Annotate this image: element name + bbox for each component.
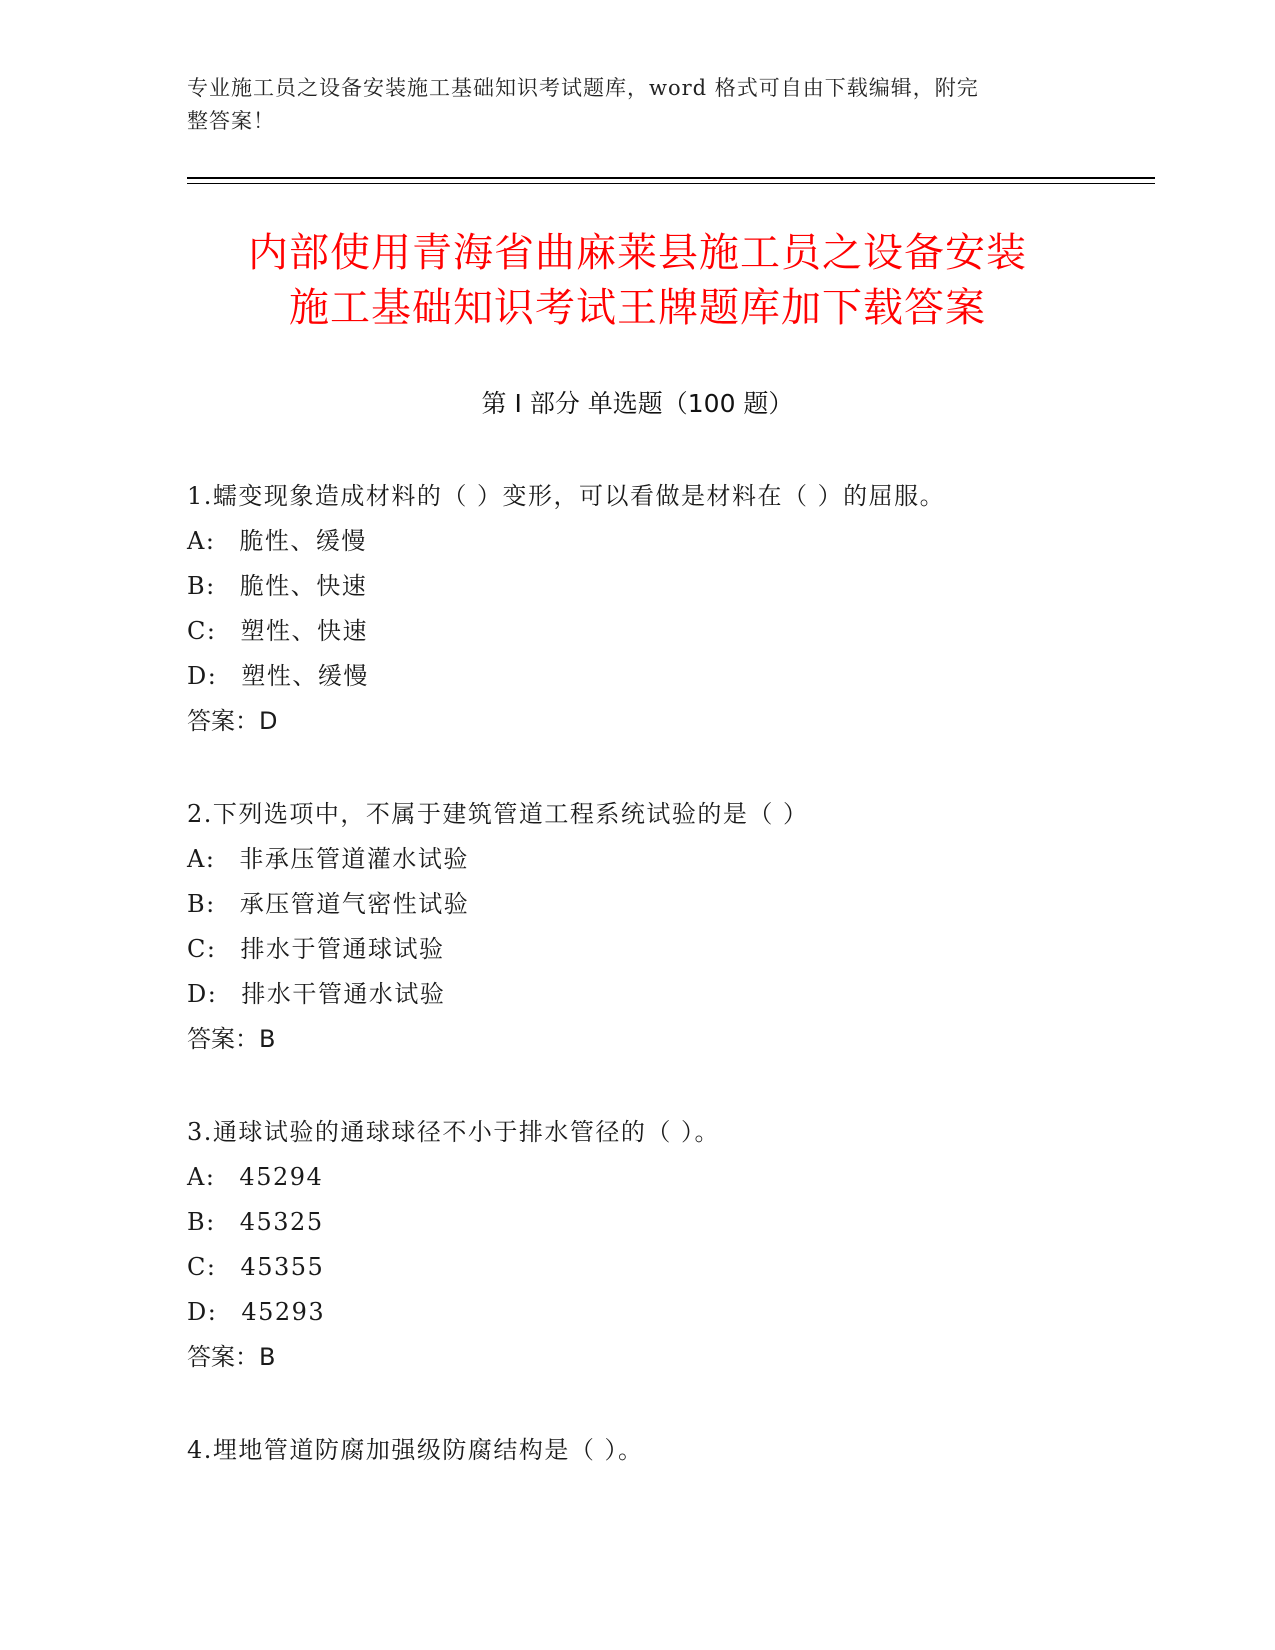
option-d (187, 972, 1147, 1017)
question-text: 1.蠕变现象造成材料的（ ）变形，可以看做是材料在（ ）的屈服。 (187, 482, 946, 510)
option-c (187, 609, 1147, 654)
header-divider-thick (187, 177, 1155, 179)
answer-line: 答案：B (187, 1343, 276, 1371)
question-2 (187, 792, 1147, 1062)
option-a (187, 519, 1147, 564)
option-text: 塑性、快速 (240, 617, 368, 645)
title-line-1: 内部使用青海省曲麻莱县施工员之设备安装 (248, 230, 1027, 276)
option-letter: A: (187, 1163, 216, 1191)
question-4 (187, 1428, 1147, 1473)
option-text: 非承压管道灌水试验 (239, 845, 469, 873)
option-letter: A: (187, 527, 216, 555)
option-d (187, 1290, 1147, 1335)
option-text: 承压管道气密性试验 (239, 890, 470, 918)
option-letter: C: (187, 935, 217, 963)
answer-line: 答案：B (187, 1025, 276, 1053)
option-c (187, 927, 1147, 972)
question-text: 2.下列选项中，不属于建筑管道工程系统试验的是（ ） (187, 800, 809, 828)
option-text: 45325 (239, 1208, 324, 1236)
option-b (187, 882, 1147, 927)
option-a (187, 1155, 1147, 1200)
option-letter: D: (187, 662, 218, 690)
section-heading: 第 I 部分 单选题（100 题） (481, 389, 794, 418)
intro-text (187, 72, 1087, 138)
option-b (187, 564, 1147, 609)
option-letter: C: (187, 1253, 217, 1281)
option-d (187, 654, 1147, 699)
header-divider-thin (187, 183, 1155, 184)
option-text: 排水干管通水试验 (241, 980, 446, 1008)
option-text: 塑性、缓慢 (241, 662, 369, 690)
answer-line: 答案：D (187, 707, 278, 735)
question-text: 3.通球试验的通球球径不小于排水管径的（ ）。 (187, 1118, 721, 1146)
question-text: 4.埋地管道防腐加强级防腐结构是（ ）。 (187, 1436, 644, 1464)
option-text: 45293 (241, 1298, 326, 1326)
option-text: 排水于管通球试验 (240, 935, 445, 963)
option-a (187, 837, 1147, 882)
question-1 (187, 474, 1147, 744)
question-list (187, 474, 1147, 1521)
option-text: 45355 (240, 1253, 325, 1281)
option-text: 脆性、缓慢 (239, 527, 367, 555)
option-letter: B: (187, 890, 216, 918)
option-letter: D: (187, 1298, 218, 1326)
option-text: 45294 (239, 1163, 324, 1191)
option-letter: B: (187, 572, 216, 600)
intro-line-2: 整答案！ (187, 109, 275, 133)
document-title (150, 226, 1125, 336)
option-c (187, 1245, 1147, 1290)
option-b (187, 1200, 1147, 1245)
option-letter: D: (187, 980, 218, 1008)
option-letter: C: (187, 617, 217, 645)
question-3 (187, 1110, 1147, 1380)
intro-line-1: 专业施工员之设备安装施工基础知识考试题库，word 格式可自由下载编辑，附完 (187, 76, 979, 100)
title-line-2: 施工基础知识考试王牌题库加下载答案 (289, 285, 986, 331)
option-text: 脆性、快速 (239, 572, 368, 600)
option-letter: B: (187, 1208, 216, 1236)
option-letter: A: (187, 845, 216, 873)
